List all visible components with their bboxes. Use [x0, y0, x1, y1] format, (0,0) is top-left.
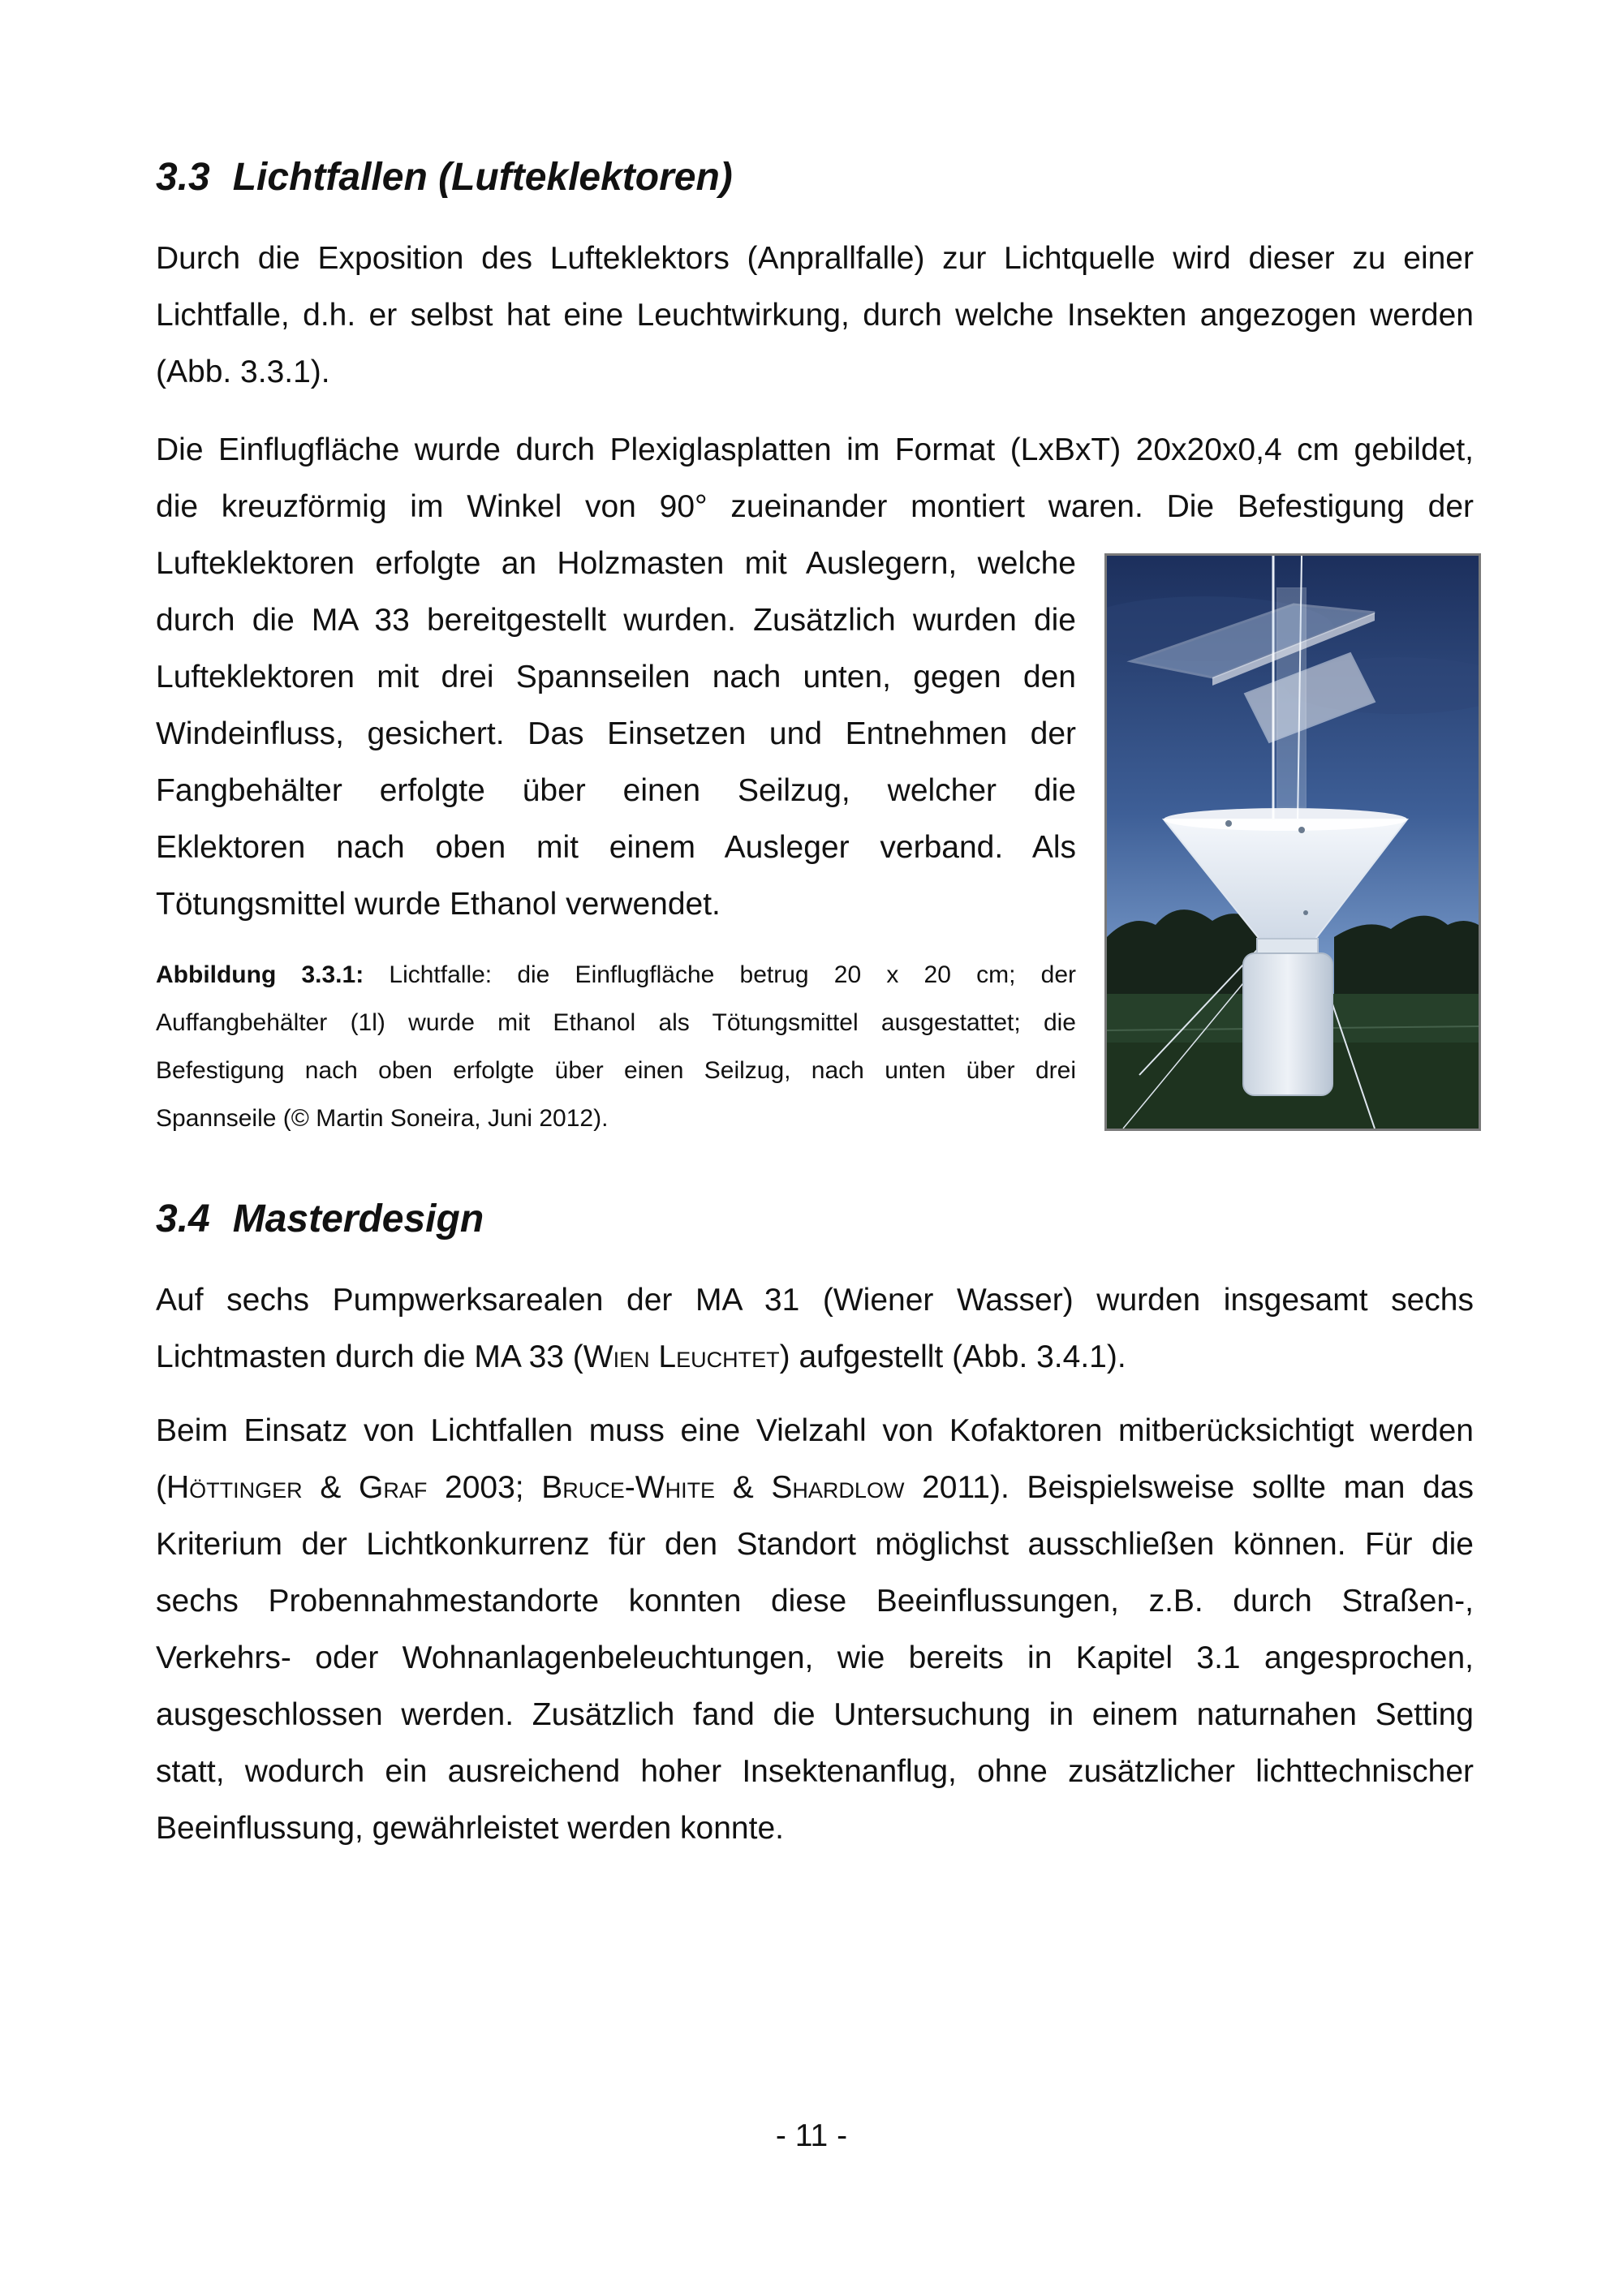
caption-text: Lichtfalle: die Einflugfläche betrug 20 x 20 cm; der: [364, 961, 1076, 988]
text-line: Lufteklektoren erfolgte an Holzmasten mit Auslegern, welche: [156, 546, 1076, 581]
text-line: Tötungsmittel wurde Ethanol verwendet.: [156, 887, 721, 922]
section-title: Lichtfallen (Lufteklektoren): [232, 156, 733, 199]
text-line: Fangbehälter erfolgte über einen Seilzug, welcher die: [156, 773, 1076, 808]
author-name: Graf: [359, 1470, 428, 1505]
paragraph-3-4-2: [156, 1403, 1474, 1857]
small-caps-text: Wien Leuchtet: [583, 1339, 780, 1374]
text-line: Verkehrs- oder Wohnanlagenbeleuchtungen, wie bereits in Kapitel 3.1 angesprochen,: [156, 1640, 1474, 1675]
text-line: Auf sechs Pumpwerksarealen der MA 31 (Wiener Wasser) wurden insgesamt sechs: [156, 1283, 1474, 1318]
text-line: Lufteklektoren mit drei Spannseilen nach unten, gegen den: [156, 660, 1076, 694]
text-line: ausgeschlossen werden. Zusätzlich fand die Untersuchung in einem naturnahen Setting: [156, 1697, 1474, 1732]
section-heading-3-4: [156, 1196, 484, 1243]
text-line: Beeinflussung, gewährleistet werden konnte.: [156, 1811, 784, 1846]
text-line: Windeinfluss, gesichert. Das Einsetzen und Entnehmen der: [156, 716, 1076, 751]
paragraph-3-4-1: [156, 1272, 1474, 1386]
author-name: Shardlow: [771, 1470, 905, 1505]
text-line: Beim Einsatz von Lichtfallen muss eine Vielzahl von Kofaktoren mitberücksichtigt werden: [156, 1413, 1474, 1448]
section-heading-3-3: [156, 154, 733, 201]
text-line: Die Einflugfläche wurde durch Plexiglasplatten im Format (LxBxT) 20x20x0,4 cm gebildet,: [156, 432, 1474, 467]
text-line: (Abb. 3.3.1).: [156, 355, 330, 389]
light-trap-photo: [1104, 553, 1481, 1131]
text-line: sechs Probennahmestandorte konnten diese Beeinflussungen, z.B. durch Straßen-,: [156, 1584, 1474, 1619]
author-name: Höttinger: [166, 1470, 303, 1505]
paragraph-3-3-2-narrow: [156, 535, 1076, 933]
paragraph-3-3-1: [156, 230, 1474, 401]
text-line: Kriterium der Lichtkonkurrenz für den Standort möglichst ausschließen können. Für die: [156, 1527, 1474, 1562]
caption-line: [156, 951, 1076, 999]
text-line: die kreuzförmig im Winkel von 90° zueinander montiert waren. Die Befestigung der: [156, 489, 1474, 524]
text-line: (Höttinger & Graf 2003; Bruce-White & Shardlow 2011). Beispielsweise sollte man das: [156, 1470, 1474, 1505]
caption-line: Auffangbehälter (1l) wurde mit Ethanol als Tötungsmittel ausgestattet; die: [156, 1009, 1076, 1036]
text-line: Lichtfalle, d.h. er selbst hat eine Leuchtwirkung, durch welche Insekten angezogen werden: [156, 298, 1474, 333]
caption-line: Befestigung nach oben erfolgte über einen Seilzug, nach unten über drei: [156, 1057, 1076, 1084]
text-line: Durch die Exposition des Lufteklektors (Anprallfalle) zur Lichtquelle wird dieser zu einer: [156, 241, 1474, 276]
text-line: durch die MA 33 bereitgestellt wurden. Zusätzlich wurden die: [156, 603, 1076, 638]
author-name: Bruce-White: [541, 1470, 716, 1505]
page-number: - 11 -: [775, 2118, 848, 2153]
section-title: Masterdesign: [232, 1197, 484, 1240]
caption-line: Spannseile (© Martin Soneira, Juni 2012).: [156, 1105, 609, 1132]
section-number: 3.4: [156, 1197, 210, 1240]
light-trap-illustration: [1107, 556, 1479, 1129]
caption-label: Abbildung 3.3.1:: [156, 961, 364, 988]
text-line: Lichtmasten durch die MA 33 (Wien Leuchtet) aufgestellt (Abb. 3.4.1).: [156, 1339, 1126, 1374]
paragraph-3-3-2-full: [156, 422, 1474, 535]
section-number: 3.3: [156, 156, 210, 199]
figure-caption: [156, 951, 1076, 1142]
text-line: statt, wodurch ein ausreichend hoher Insektenanflug, ohne zusätzlicher lichttechnischer: [156, 1754, 1474, 1789]
text-line: Eklektoren nach oben mit einem Ausleger verband. Als: [156, 830, 1076, 865]
